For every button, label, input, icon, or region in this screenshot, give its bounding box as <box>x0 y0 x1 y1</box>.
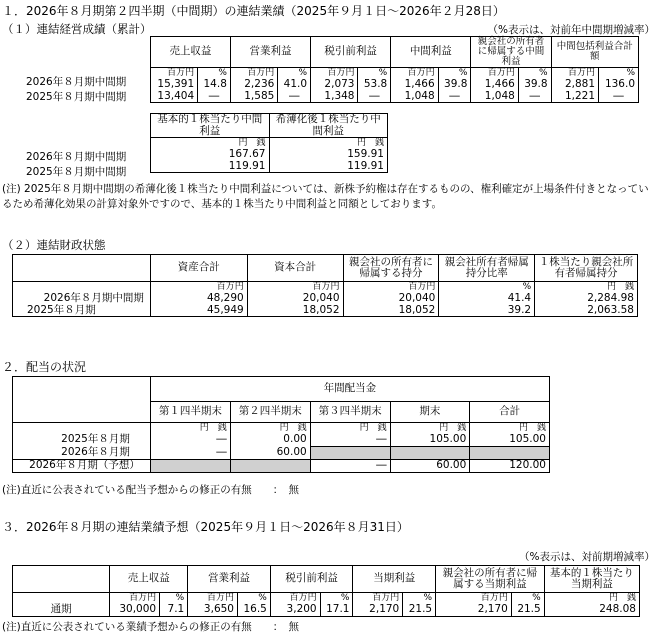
pct-note: （%表示は、対前年中間期増減率） <box>487 24 655 36</box>
row-label: 2026年８月期 <box>13 446 151 459</box>
unit-pct: % <box>198 67 231 78</box>
unit-pct: % <box>403 593 436 604</box>
cell: ― <box>518 90 551 102</box>
unit: 百万円 <box>188 593 238 604</box>
cell: 60.00 <box>230 446 310 459</box>
unit: 百万円 <box>471 67 518 78</box>
cell: ― <box>150 433 230 446</box>
cell: 53.8 <box>358 78 391 90</box>
unit: 円 銭 <box>310 423 390 434</box>
unit: 円 銭 <box>535 282 638 293</box>
unit-pct: % <box>518 67 551 78</box>
cell: 14.8 <box>198 78 231 90</box>
cell: 39.8 <box>518 78 551 90</box>
unit: 百万円 <box>110 593 160 604</box>
unit: 百万円 <box>436 593 512 604</box>
cell: ― <box>310 433 390 446</box>
cell: 13,404 <box>151 90 198 102</box>
cell: 7.1 <box>160 603 188 616</box>
cell: 2,170 <box>353 603 403 616</box>
header-pretax-profit: 税引前利益 <box>311 37 391 68</box>
header-q3: 第３四半期末 <box>310 402 390 423</box>
eps-note: (注) 2025年８月期中間期の希薄化後１株当たり中間利益については、新株予約権は存在するものの、権利確定が上場条件付きとなっているため希薄化効果の計算対象外ですので、基本的１株当たり中間利益と同額としております。 <box>2 183 649 210</box>
cell: 0.00 <box>230 433 310 446</box>
row-label: 2025年８月期中間期 <box>26 91 127 103</box>
row-label: 2025年８月期中間期 <box>26 166 127 178</box>
unit: 円 銭 <box>390 423 470 434</box>
cell: 1,348 <box>311 90 358 102</box>
unit: 円 銭 <box>269 138 388 149</box>
unit: % <box>439 282 535 293</box>
unit: 百万円 <box>343 282 439 293</box>
cell: 41.0 <box>278 78 311 90</box>
blank <box>13 593 110 604</box>
forecast-table <box>12 565 640 617</box>
cell: 1,466 <box>391 78 438 90</box>
unit-pct: % <box>358 67 391 78</box>
row-label: 2026年８月期（予想） <box>13 459 151 472</box>
cell: 60.00 <box>390 459 470 472</box>
header-pretax-profit: 税引前利益 <box>270 566 353 593</box>
section3-title: ２．配当の状況 <box>2 360 87 374</box>
header-year-end: 期末 <box>390 402 470 423</box>
dividend-table <box>12 376 550 473</box>
unit: 円 銭 <box>544 593 639 604</box>
cell: 2,236 <box>230 78 277 90</box>
section1-title: １．2026年８月期第２四半期（中間期）の連結業績（2025年９月１日～2026年２月28日） <box>2 4 505 18</box>
cell: ― <box>150 446 230 459</box>
cell: 248.08 <box>544 603 639 616</box>
header-revenue: 売上収益 <box>110 566 188 593</box>
cell: ― <box>310 459 390 472</box>
cell: 21.5 <box>403 603 436 616</box>
header-eps: 基本的１株当たり当期利益 <box>544 566 639 593</box>
unit-pct: % <box>599 67 639 78</box>
cell: 18,052 <box>247 304 343 316</box>
cell: ― <box>599 90 639 102</box>
header-annual-dividend: 年間配当金 <box>150 377 549 402</box>
row-label: 2025年８月期 <box>13 433 151 446</box>
header-owners-equity: 親会社の所有者に帰属する持分 <box>343 255 439 282</box>
header-basic-eps: 基本的１株当たり中間利益 <box>151 114 270 138</box>
forecast-note: (注)直近に公表されている業績予想からの修正の有無 ： 無 <box>2 621 299 633</box>
cell: ― <box>278 90 311 102</box>
header-bps: １株当たり親会社所有者帰属持分 <box>535 255 638 282</box>
shaded-cell <box>390 446 470 459</box>
cell: 1,048 <box>471 90 518 102</box>
corner-cell <box>13 255 151 282</box>
cell: 1,466 <box>471 78 518 90</box>
header-owners-profit: 親会社の所有者に帰属する中間利益 <box>471 37 551 68</box>
corner-cell <box>13 377 151 423</box>
cell: 136.0 <box>599 78 639 90</box>
unit-pct: % <box>511 593 544 604</box>
cell: 105.00 <box>470 433 550 446</box>
header-q2: 第２四半期末 <box>230 402 310 423</box>
financial-position-table <box>12 254 638 317</box>
unit: 百万円 <box>391 67 438 78</box>
unit: 百万円 <box>270 593 320 604</box>
header-operating-profit: 営業利益 <box>188 566 271 593</box>
row-label: 通期 <box>13 603 110 616</box>
cell: 167.67 <box>151 148 270 160</box>
unit: 百万円 <box>151 67 198 78</box>
unit: 円 銭 <box>470 423 550 434</box>
unit: 円 銭 <box>150 423 230 434</box>
cell: 2,073 <box>311 78 358 90</box>
cell: 1,221 <box>551 90 598 102</box>
unit: 百万円 <box>230 67 277 78</box>
header-q1: 第１四半期末 <box>150 402 230 423</box>
shaded-cell <box>310 446 390 459</box>
cell: 20,040 <box>247 292 343 304</box>
cell: 120.00 <box>470 459 550 472</box>
cell: 16.5 <box>237 603 270 616</box>
row-label: 2025年８月期 <box>13 304 151 316</box>
pct-note-forecast: （%表示は、対前期増減率） <box>519 551 655 563</box>
header-operating-profit: 営業利益 <box>230 37 310 68</box>
unit: 円 銭 <box>151 138 270 149</box>
header-equity-ratio: 親会社所有者帰属持分比率 <box>439 255 535 282</box>
cell: 41.4 <box>439 292 535 304</box>
cell: ― <box>358 90 391 102</box>
header-total: 合計 <box>470 402 550 423</box>
cell: 17.1 <box>320 603 353 616</box>
dividend-note: (注)直近に公表されている配当予想からの修正の有無 ： 無 <box>2 484 299 496</box>
cell: 159.91 <box>269 148 388 160</box>
section4-title: ３．2026年８月期の連結業績予想（2025年９月１日～2026年８月31日） <box>2 520 409 534</box>
row-label: 2026年８月期中間期 <box>26 151 127 163</box>
cell: 3,200 <box>270 603 320 616</box>
header-interim-profit: 中間利益 <box>391 37 471 68</box>
unit: 百万円 <box>150 282 247 293</box>
header-owners-profit: 親会社の所有者に帰属する当期利益 <box>436 566 545 593</box>
header-comprehensive: 中間包括利益合計額 <box>551 37 638 68</box>
cell: 48,290 <box>150 292 247 304</box>
cell: 2,063.58 <box>535 304 638 316</box>
cell: ― <box>438 90 471 102</box>
header-revenue: 売上収益 <box>151 37 231 68</box>
section2-subtitle: （２）連結財政状態 <box>2 238 106 252</box>
unit: 百万円 <box>311 67 358 78</box>
cell: 3,650 <box>188 603 238 616</box>
shaded-cell <box>470 446 550 459</box>
cell: 21.5 <box>511 603 544 616</box>
shaded-cell <box>150 459 230 472</box>
header-total-equity: 資本合計 <box>247 255 343 282</box>
section1-subtitle: （１）連結経営成績（累計） <box>2 22 152 36</box>
cell: ― <box>198 90 231 102</box>
cell: 20,040 <box>343 292 439 304</box>
eps-table <box>150 113 388 173</box>
unit-pct: % <box>320 593 353 604</box>
cell: 45,949 <box>150 304 247 316</box>
cell: 30,000 <box>110 603 160 616</box>
blank <box>13 423 151 434</box>
unit-pct: % <box>438 67 471 78</box>
unit: 百万円 <box>551 67 598 78</box>
shaded-cell <box>230 459 310 472</box>
header-diluted-eps: 希薄化後１株当たり中間利益 <box>269 114 388 138</box>
cell: 119.91 <box>151 160 270 172</box>
header-total-assets: 資産合計 <box>150 255 247 282</box>
results-table <box>150 36 639 103</box>
cell: 2,284.98 <box>535 292 638 304</box>
unit-pct: % <box>160 593 188 604</box>
unit-pct: % <box>278 67 311 78</box>
cell: 39.8 <box>438 78 471 90</box>
unit: 百万円 <box>353 593 403 604</box>
cell: 18,052 <box>343 304 439 316</box>
cell: 105.00 <box>390 433 470 446</box>
cell: 2,170 <box>436 603 512 616</box>
corner-cell <box>13 566 110 593</box>
header-net-profit: 当期利益 <box>353 566 436 593</box>
cell: 2,881 <box>551 78 598 90</box>
cell: 119.91 <box>269 160 388 172</box>
unit-pct: % <box>237 593 270 604</box>
row-label: 2026年８月期中間期 <box>26 76 127 88</box>
blank <box>13 282 151 293</box>
cell: 15,391 <box>151 78 198 90</box>
cell: 39.2 <box>439 304 535 316</box>
cell: 1,048 <box>391 90 438 102</box>
unit: 円 銭 <box>230 423 310 434</box>
cell: 1,585 <box>230 90 277 102</box>
row-label: 2026年８月期中間期 <box>13 292 151 304</box>
unit: 百万円 <box>247 282 343 293</box>
